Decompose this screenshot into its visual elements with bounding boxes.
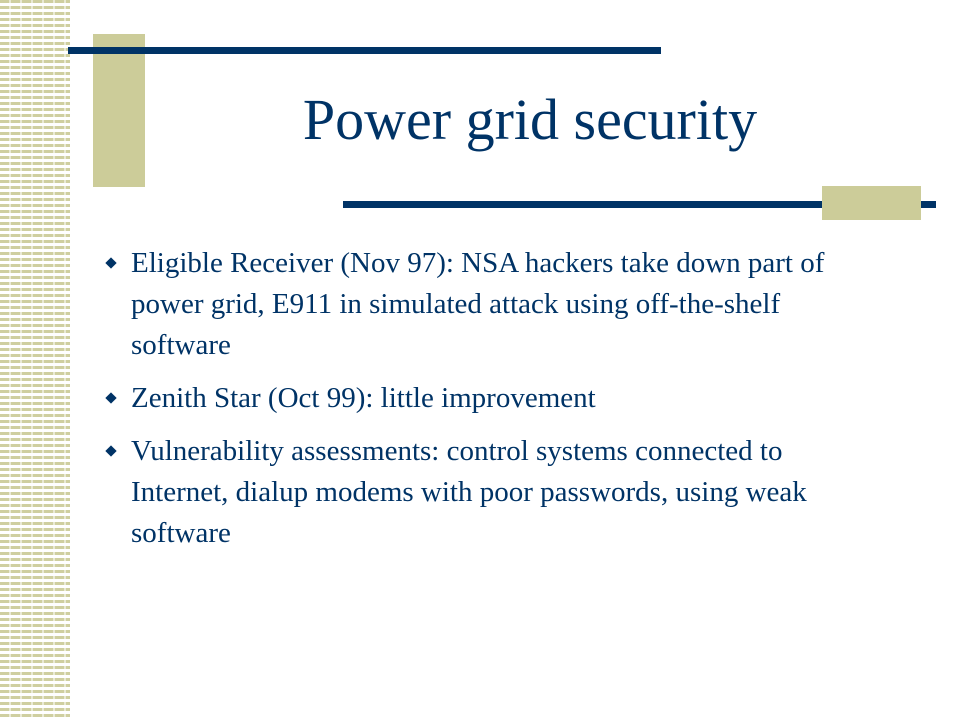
left-decorative-stripe [0, 0, 70, 720]
diamond-bullet-icon [105, 445, 116, 456]
bullet-item [104, 378, 874, 419]
bullet-text: Eligible Receiver (Nov 97): NSA hackers take down part of power grid, E911 in simulated attack using off-the-shelf software [131, 247, 825, 361]
diamond-bullet-icon [105, 257, 116, 268]
diamond-bullet-icon [105, 392, 116, 403]
bullet-item [104, 431, 874, 554]
bullet-text: Vulnerability assessments: control systems connected to Internet, dialup modems with poor passwords, using weak software [131, 435, 807, 549]
slide-title: Power grid security [302, 87, 758, 152]
top-accent-block [93, 34, 145, 187]
top-accent-line [68, 47, 661, 54]
right-accent-block [822, 186, 921, 220]
bullet-list [104, 243, 874, 554]
bullet-item [104, 243, 874, 366]
bullet-text: Zenith Star (Oct 99): little improvement [131, 382, 596, 414]
